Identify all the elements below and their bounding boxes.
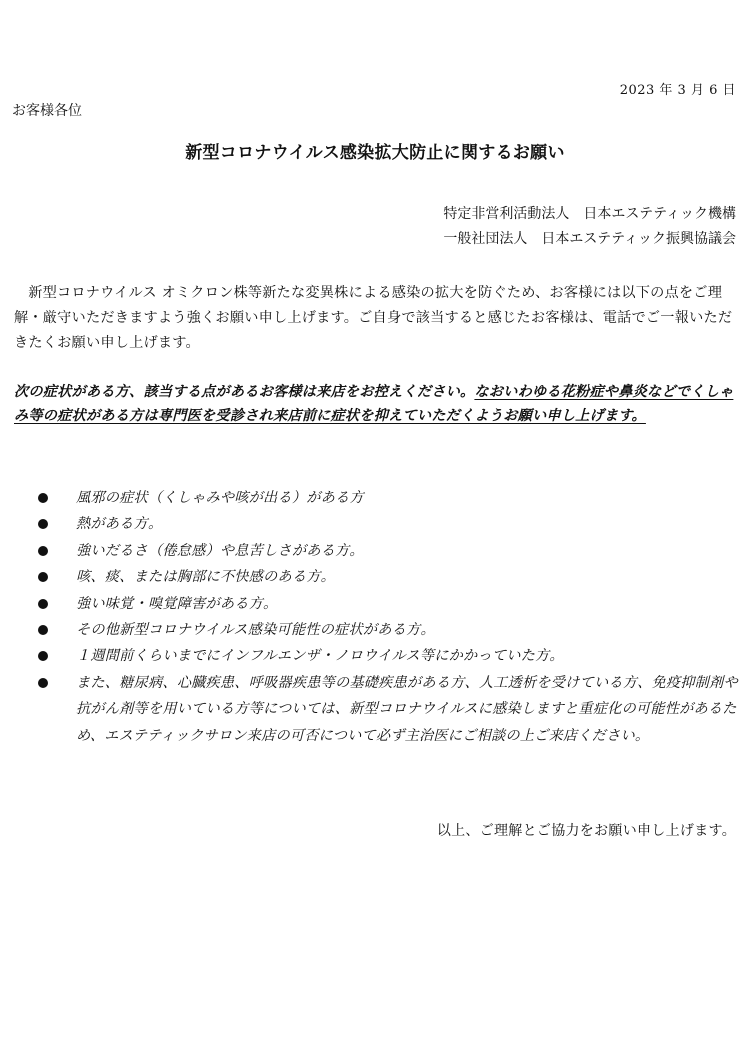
- closing-remark: 以上、ご理解とご協力をお願い申し上げます。: [436, 823, 736, 839]
- list-item-text: １週間前くらいまでにインフルエンザ・ノロウイルス等にかかっていた方。: [76, 648, 564, 665]
- list-item-text: 咳、痰、または胸部に不快感のある方。: [76, 569, 335, 586]
- notice-emphasis: なおいわゆる花粉症や鼻炎などでくしゃみ等の症状がある方は専門医を受診され来店前に症状を抑えていただくようお願い申し上げます。: [14, 384, 734, 424]
- list-item-text: 強い味覚・嗅覚障害がある方。: [76, 595, 278, 612]
- notice-lead: 次の症状がある方、該当する点があるお客様は来店をお控えください。: [14, 384, 475, 400]
- list-item-text: 風邪の症状（くしゃみや咳が出る）がある方: [76, 490, 364, 506]
- bullet-icon: [38, 519, 48, 529]
- document-date: 2023 年 3 月 6 日: [619, 83, 736, 98]
- list-item: [38, 591, 738, 617]
- list-item-text: 強いだるさ（倦怠感）や息苦しさがある方。: [76, 542, 364, 559]
- intro-paragraph: 新型コロナウイルス オミクロン株等新たな変異株による感染の拡大を防ぐため、お客様には以下の点をご理解・厳守いただきますよう強くお願い申し上げます。ご自身で該当すると感じたお客様は、電話でご一報いただきたくお願い申し上げます。: [14, 285, 733, 351]
- addressee: お客様各位: [12, 103, 82, 119]
- list-item: [38, 511, 738, 537]
- document-title: 新型コロナウイルス感染拡大防止に関するお願い: [185, 143, 565, 163]
- bullet-icon: [38, 651, 48, 661]
- list-item-text: 熱がある方。: [76, 516, 163, 533]
- bullet-icon: [38, 493, 48, 503]
- list-item: [38, 485, 738, 511]
- list-item: [38, 538, 738, 564]
- list-item: [38, 617, 738, 643]
- bullet-icon: [38, 572, 48, 582]
- list-item-text: その他新型コロナウイルス感染可能性の症状がある方。: [76, 622, 435, 639]
- issuer-line: 一般社団法人 日本エステティック振興協議会: [443, 231, 736, 247]
- list-item: [38, 564, 738, 590]
- bullet-icon: [38, 625, 48, 635]
- symptom-list: [38, 485, 738, 749]
- list-item: [38, 643, 738, 669]
- notice-paragraph: [14, 380, 740, 428]
- list-item-text: また、糖尿病、心臓疾患、呼吸器疾患等の基礎疾患がある方、人工透析を受けている方、免疫抑制剤や抗がん剤等を用いている方等については、新型コロナウイルスに感染しますと重症化の可能性があるため、エステティックサロン来店の可否について必ず主治医にご相談の上ご来店ください。: [76, 674, 738, 744]
- bullet-icon: [38, 546, 48, 556]
- issuer-block: [443, 202, 736, 252]
- bullet-icon: [38, 599, 48, 609]
- list-item: [38, 670, 738, 749]
- issuer-line: 特定非営利活動法人 日本エステティック機構: [443, 206, 736, 222]
- bullet-icon: [38, 678, 48, 688]
